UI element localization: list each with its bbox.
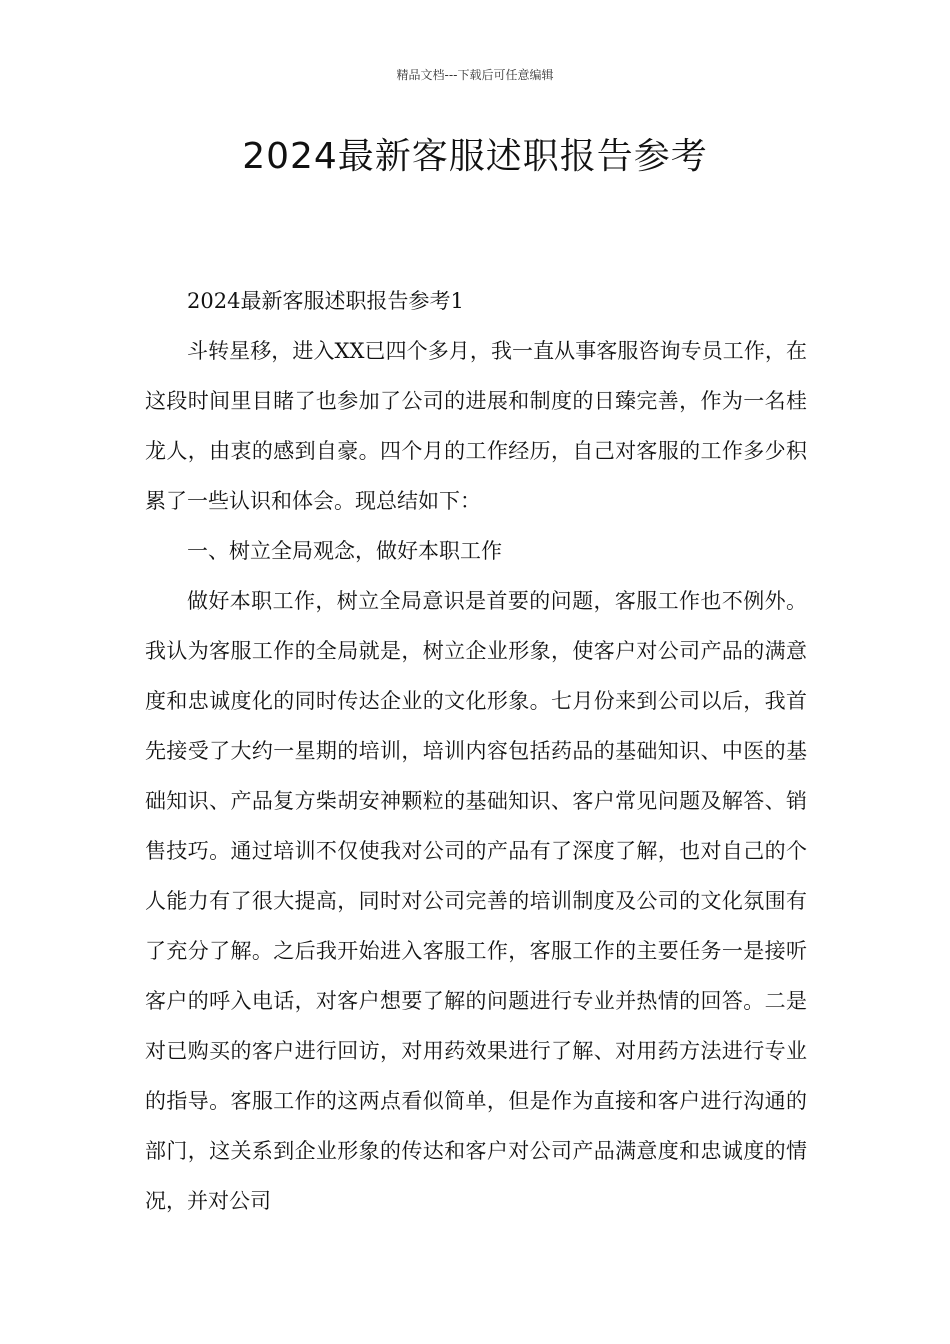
header-note: 精品文档---下载后可任意编辑 bbox=[396, 68, 554, 82]
document-title: 2024最新客服述职报告参考 bbox=[242, 136, 708, 177]
section-heading: 一、树立全局观念，做好本职工作 bbox=[187, 539, 502, 563]
paragraph-main: 做好本职工作，树立全局意识是首要的问题，客服工作也不例外。我认为客服工作的全局就是，树立企业形象，使客户对公司产品的满意度和忠诚度化的同时传达企业的文化形象。七月份来到公司以后，我首先接受了大约一星期的培训，培训内容包括药品的基础知识、中医的基础知识、产品复方柴胡安神颗粒的基础知识、客户常见问题及解答、销售技巧。通过培训不仅使我对公司的产品有了深度了解，也对自己的个人能力有了很大提高，同时对公司完善的培训制度及公司的文化氛围有了充分了解。之后我开始进入客服工作，客服工作的主要任务一是接听客户的呼入电话，对客户想要了解的问题进行专业并热情的回答。二是对已购买的客户进行回访，对用药效果进行了解、对用药方法进行专业的指导。客服工作的这两点看似简单，但是作为直接和客户进行沟通的部门，这关系到企业形象的传达和客户对公司产品满意度和忠诚度的情况，并对公司 bbox=[145, 589, 807, 1213]
paragraph-intro: 斗转星移，进入XX已四个多月，我一直从事客服咨询专员工作，在这段时间里目睹了也参加了公司的进展和制度的日臻完善，作为一名桂龙人，由衷的感到自豪。四个月的工作经历，自己对客服的工作多少积累了一些认识和体会。现总结如下： bbox=[145, 339, 807, 513]
document-body bbox=[145, 276, 807, 1226]
section-subtitle: 2024最新客服述职报告参考1 bbox=[187, 289, 464, 313]
